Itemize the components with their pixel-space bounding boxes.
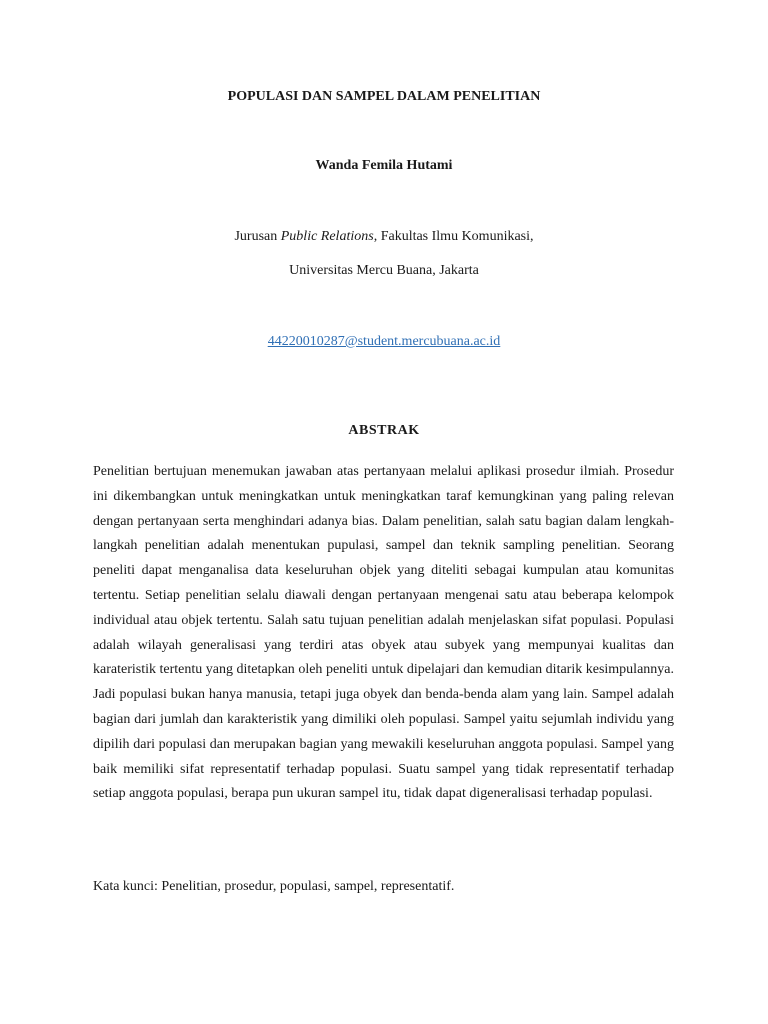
author-name: Wanda Femila Hutami (315, 158, 453, 173)
university-line: Universitas Mercu Buana, Jakarta (289, 263, 479, 278)
affiliation-prefix: Jurusan (234, 229, 281, 244)
email-line (0, 333, 768, 351)
paper-title: POPULASI DAN SAMPEL DALAM PENELITIAN (227, 89, 541, 104)
abstract-heading: ABSTRAK (348, 423, 420, 438)
abstract-body: Penelitian bertujuan menemukan jawaban atas pertanyaan melalui aplikasi prosedur ilmiah. Prosedur ini dikembangkan untuk meningkatkan untuk meningkatkan taraf kemungkinan yang paling relevan dengan pertanyaan serta menghindari adanya bias. Dalam penelitian, salah satu bagian dalam lengkah-langkah penelitian adalah menentukan pupulasi, sampel dan teknik sampling penelitian. Seorang peneliti dapat menganalisa data keseluruhan objek yang diteliti sebagai kumpulan atau komunitas tertentu. Setiap penelitian selalu diawali dengan pertanyaan mengenai satu atau beberapa kelompok individual atau objek tertentu. Salah satu tujuan penelitian adalah menjelaskan sifat populasi. Populasi adalah wilayah generalisasi yang terdiri atas obyek atau subyek yang mempunyai kualitas dan karateristik tertentu yang ditetapkan oleh peneliti untuk dipelajari dan kemudian ditarik kesimpulannya. Jadi populasi bukan hanya manusia, tetapi juga obyek dan benda-benda alam yang lain. Sampel adalah bagian dari jumlah dan karakteristik yang dimiliki oleh populasi. Sampel yaitu sejumlah individu yang dipilih dari populasi dan merupakan bagian yang mewakili keseluruhan anggota populasi. Sampel yang baik memiliki sifat representatif terhadap populasi. Suatu sampel yang tidak representatif terhadap setiap anggota populasi, berapa pun ukuran sampel itu, tidak dapat digeneralisasi terhadap populasi. (93, 464, 674, 802)
affiliation-faculty: , Fakultas Ilmu Komunikasi, (373, 229, 534, 244)
keywords-line: Kata kunci: Penelitian, prosedur, populasi, sampel, representatif. (93, 879, 455, 894)
email-link[interactable]: 44220010287@student.mercubuana.ac.id (267, 334, 501, 349)
affiliation-line (0, 228, 768, 246)
affiliation-department: Public Relations (280, 229, 374, 244)
